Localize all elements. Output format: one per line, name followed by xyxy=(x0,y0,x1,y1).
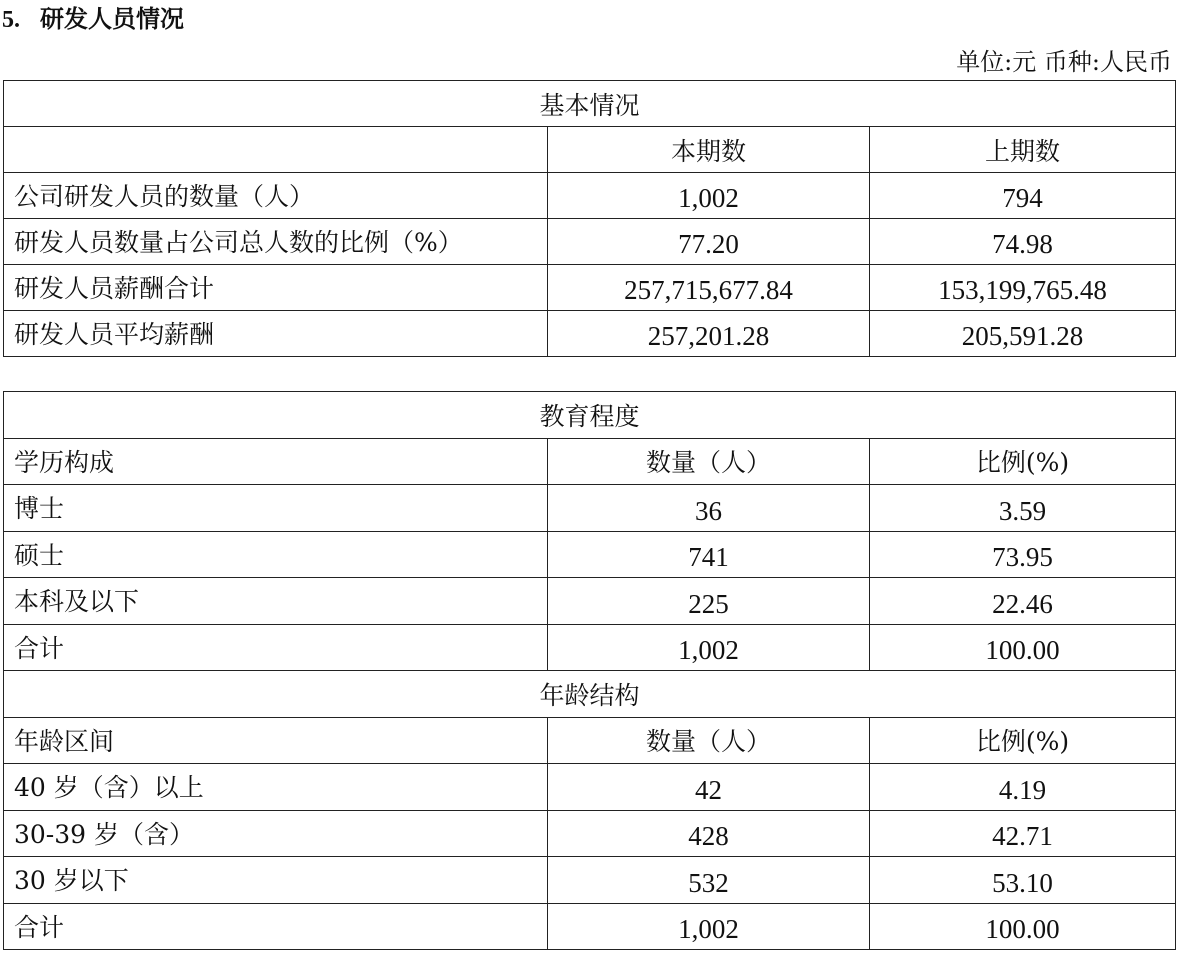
row-label: 30 岁以下 xyxy=(4,857,548,904)
table-row xyxy=(4,265,1176,311)
age-title: 年龄结构 xyxy=(4,671,1176,718)
row-label: 研发人员薪酬合计 xyxy=(4,265,548,311)
table-row xyxy=(4,624,1176,671)
count-value: 42 xyxy=(548,764,870,811)
header-ratio: 比例(%) xyxy=(870,438,1176,485)
ratio-value: 100.00 xyxy=(870,903,1176,950)
previous-value: 74.98 xyxy=(870,219,1176,265)
count-value: 1,002 xyxy=(548,624,870,671)
basic-info-table xyxy=(3,80,1176,357)
row-label: 40 岁（含）以上 xyxy=(4,764,548,811)
table-row xyxy=(4,173,1176,219)
previous-value: 794 xyxy=(870,173,1176,219)
previous-value: 205,591.28 xyxy=(870,311,1176,357)
header-category: 年龄区间 xyxy=(4,717,548,764)
header-count: 数量（人） xyxy=(548,438,870,485)
row-label: 合计 xyxy=(4,624,548,671)
header-previous-period: 上期数 xyxy=(870,127,1176,173)
table-row xyxy=(4,578,1176,625)
table-row xyxy=(4,219,1176,265)
table-row xyxy=(4,903,1176,950)
table-title-row xyxy=(4,671,1176,718)
table-row xyxy=(4,764,1176,811)
count-value: 741 xyxy=(548,531,870,578)
section-title: 研发人员情况 xyxy=(40,5,184,33)
section-heading xyxy=(2,2,184,36)
ratio-value: 73.95 xyxy=(870,531,1176,578)
table-row xyxy=(4,485,1176,532)
count-value: 1,002 xyxy=(548,903,870,950)
table-row xyxy=(4,311,1176,357)
count-value: 225 xyxy=(548,578,870,625)
table-header-row xyxy=(4,438,1176,485)
basic-info-title: 基本情况 xyxy=(4,81,1176,127)
ratio-value: 100.00 xyxy=(870,624,1176,671)
table-header-row xyxy=(4,127,1176,173)
header-empty-cell xyxy=(4,127,548,173)
current-value: 257,201.28 xyxy=(548,311,870,357)
table-row xyxy=(4,857,1176,904)
ratio-value: 4.19 xyxy=(870,764,1176,811)
current-value: 257,715,677.84 xyxy=(548,265,870,311)
table-row xyxy=(4,531,1176,578)
section-number: 5. xyxy=(2,7,20,33)
count-value: 428 xyxy=(548,810,870,857)
table-title-row xyxy=(4,392,1176,439)
table-header-row xyxy=(4,717,1176,764)
current-value: 77.20 xyxy=(548,219,870,265)
row-label: 公司研发人员的数量（人） xyxy=(4,173,548,219)
row-label: 30-39 岁（含） xyxy=(4,810,548,857)
count-value: 532 xyxy=(548,857,870,904)
header-category: 学历构成 xyxy=(4,438,548,485)
current-value: 1,002 xyxy=(548,173,870,219)
table-row xyxy=(4,810,1176,857)
education-title: 教育程度 xyxy=(4,392,1176,439)
row-label: 研发人员数量占公司总人数的比例（%） xyxy=(4,219,548,265)
row-label: 合计 xyxy=(4,903,548,950)
education-age-table xyxy=(3,391,1176,950)
row-label: 本科及以下 xyxy=(4,578,548,625)
row-label: 博士 xyxy=(4,485,548,532)
header-ratio: 比例(%) xyxy=(870,717,1176,764)
ratio-value: 53.10 xyxy=(870,857,1176,904)
ratio-value: 42.71 xyxy=(870,810,1176,857)
ratio-value: 3.59 xyxy=(870,485,1176,532)
unit-note: 单位:元 币种:人民币 xyxy=(956,48,1172,76)
row-label: 研发人员平均薪酬 xyxy=(4,311,548,357)
ratio-value: 22.46 xyxy=(870,578,1176,625)
header-count: 数量（人） xyxy=(548,717,870,764)
row-label: 硕士 xyxy=(4,531,548,578)
previous-value: 153,199,765.48 xyxy=(870,265,1176,311)
header-current-period: 本期数 xyxy=(548,127,870,173)
table-title-row xyxy=(4,81,1176,127)
count-value: 36 xyxy=(548,485,870,532)
